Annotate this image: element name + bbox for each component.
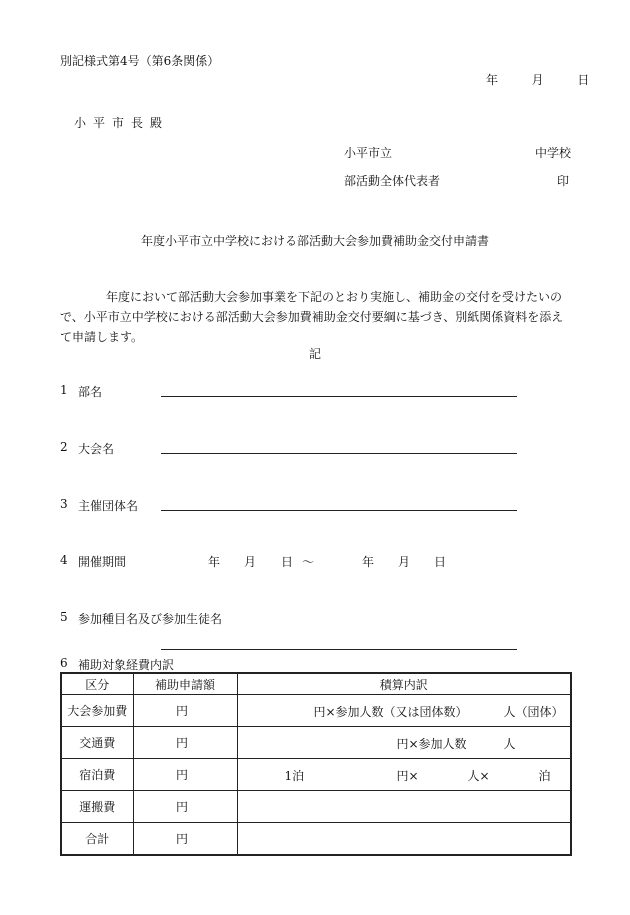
calc-text: 人× xyxy=(467,769,490,783)
amount-cell[interactable]: 円 xyxy=(133,695,237,727)
item-label-tournament: 大会名 xyxy=(78,442,115,456)
date-month: 月 xyxy=(531,73,544,87)
representative-label: 部活動全体代表者 xyxy=(344,174,441,188)
form-number: 別記様式第4号（第6条関係） xyxy=(60,54,220,68)
body-paragraph: 年度において部活動大会参加事業を下記のとおり実施し、補助金の交付を受けたいので、小平市立中学校における部活動大会参加費補助金交付要綱に基づき、別紙関係資料を添えて申請します。 xyxy=(60,290,564,344)
period-start-year: 年 xyxy=(208,555,221,569)
table-row xyxy=(61,823,571,856)
item-label-organizer: 主催団体名 xyxy=(78,499,139,513)
row-category: 運搬費 xyxy=(61,791,133,823)
row-category: 大会参加費 xyxy=(61,695,133,727)
row-category: 合計 xyxy=(61,823,133,856)
item-label-costs: 補助対象経費内訳 xyxy=(78,658,175,672)
amount-cell[interactable]: 円 xyxy=(133,791,237,823)
school-prefix: 小平市立 xyxy=(344,146,393,160)
calc-text: 人（団体） xyxy=(503,705,564,719)
item-number: 1 xyxy=(60,383,68,397)
calc-text: 1泊 xyxy=(284,769,305,783)
period-end-day: 日 xyxy=(434,555,447,569)
calculation-cell[interactable] xyxy=(237,727,571,759)
calc-text: 円×参加人数 xyxy=(396,737,467,751)
date-line xyxy=(486,71,589,88)
calculation-cell[interactable] xyxy=(237,823,571,856)
row-category: 交通費 xyxy=(61,727,133,759)
cost-breakdown-table xyxy=(60,672,572,856)
item-label-period: 開催期間 xyxy=(78,555,127,569)
period-end-month: 月 xyxy=(398,555,411,569)
item-number: 6 xyxy=(60,656,68,670)
calculation-cell[interactable] xyxy=(237,759,571,791)
calc-text: 泊 xyxy=(538,769,551,783)
item-number: 2 xyxy=(60,440,68,454)
period-start-day: 日 xyxy=(281,555,294,569)
club-name-line[interactable] xyxy=(161,396,517,397)
period-start-month: 月 xyxy=(244,555,257,569)
period-tilde: ～ xyxy=(302,555,315,569)
header-amount: 補助申請額 xyxy=(133,673,237,695)
organizer-name-line[interactable] xyxy=(161,510,517,511)
table-row xyxy=(61,727,571,759)
ki-heading: 記 xyxy=(308,347,321,361)
date-day: 日 xyxy=(577,73,590,87)
amount-cell[interactable]: 円 xyxy=(133,727,237,759)
addressee: 小平市長殿 xyxy=(74,116,170,130)
participants-line[interactable] xyxy=(161,649,517,650)
table-row xyxy=(61,695,571,727)
item-label-club: 部名 xyxy=(78,385,103,399)
period-end-year: 年 xyxy=(362,555,375,569)
tournament-name-line[interactable] xyxy=(161,453,517,454)
table-header-row xyxy=(61,673,571,695)
item-label-participants: 参加種目名及び参加生徒名 xyxy=(78,612,223,626)
item-number: 3 xyxy=(60,497,68,511)
table-row xyxy=(61,759,571,791)
calc-text: 円× xyxy=(396,769,419,783)
calc-text: 円×参加人数（又は団体数） xyxy=(313,705,468,719)
header-category: 区分 xyxy=(61,673,133,695)
amount-cell[interactable]: 円 xyxy=(133,759,237,791)
row-category: 宿泊費 xyxy=(61,759,133,791)
header-calculation: 積算内訳 xyxy=(237,673,571,695)
item-number: 4 xyxy=(60,553,68,567)
calculation-cell[interactable] xyxy=(237,695,571,727)
school-suffix: 中学校 xyxy=(535,146,572,160)
table-row xyxy=(61,791,571,823)
date-year: 年 xyxy=(486,73,499,87)
document-title: 年度小平市立中学校における部活動大会参加費補助金交付申請書 xyxy=(140,234,489,248)
calculation-cell[interactable] xyxy=(237,791,571,823)
item-number: 5 xyxy=(60,610,68,624)
calc-text: 人 xyxy=(503,737,516,751)
seal-mark: 印 xyxy=(557,174,570,188)
amount-cell[interactable]: 円 xyxy=(133,823,237,856)
